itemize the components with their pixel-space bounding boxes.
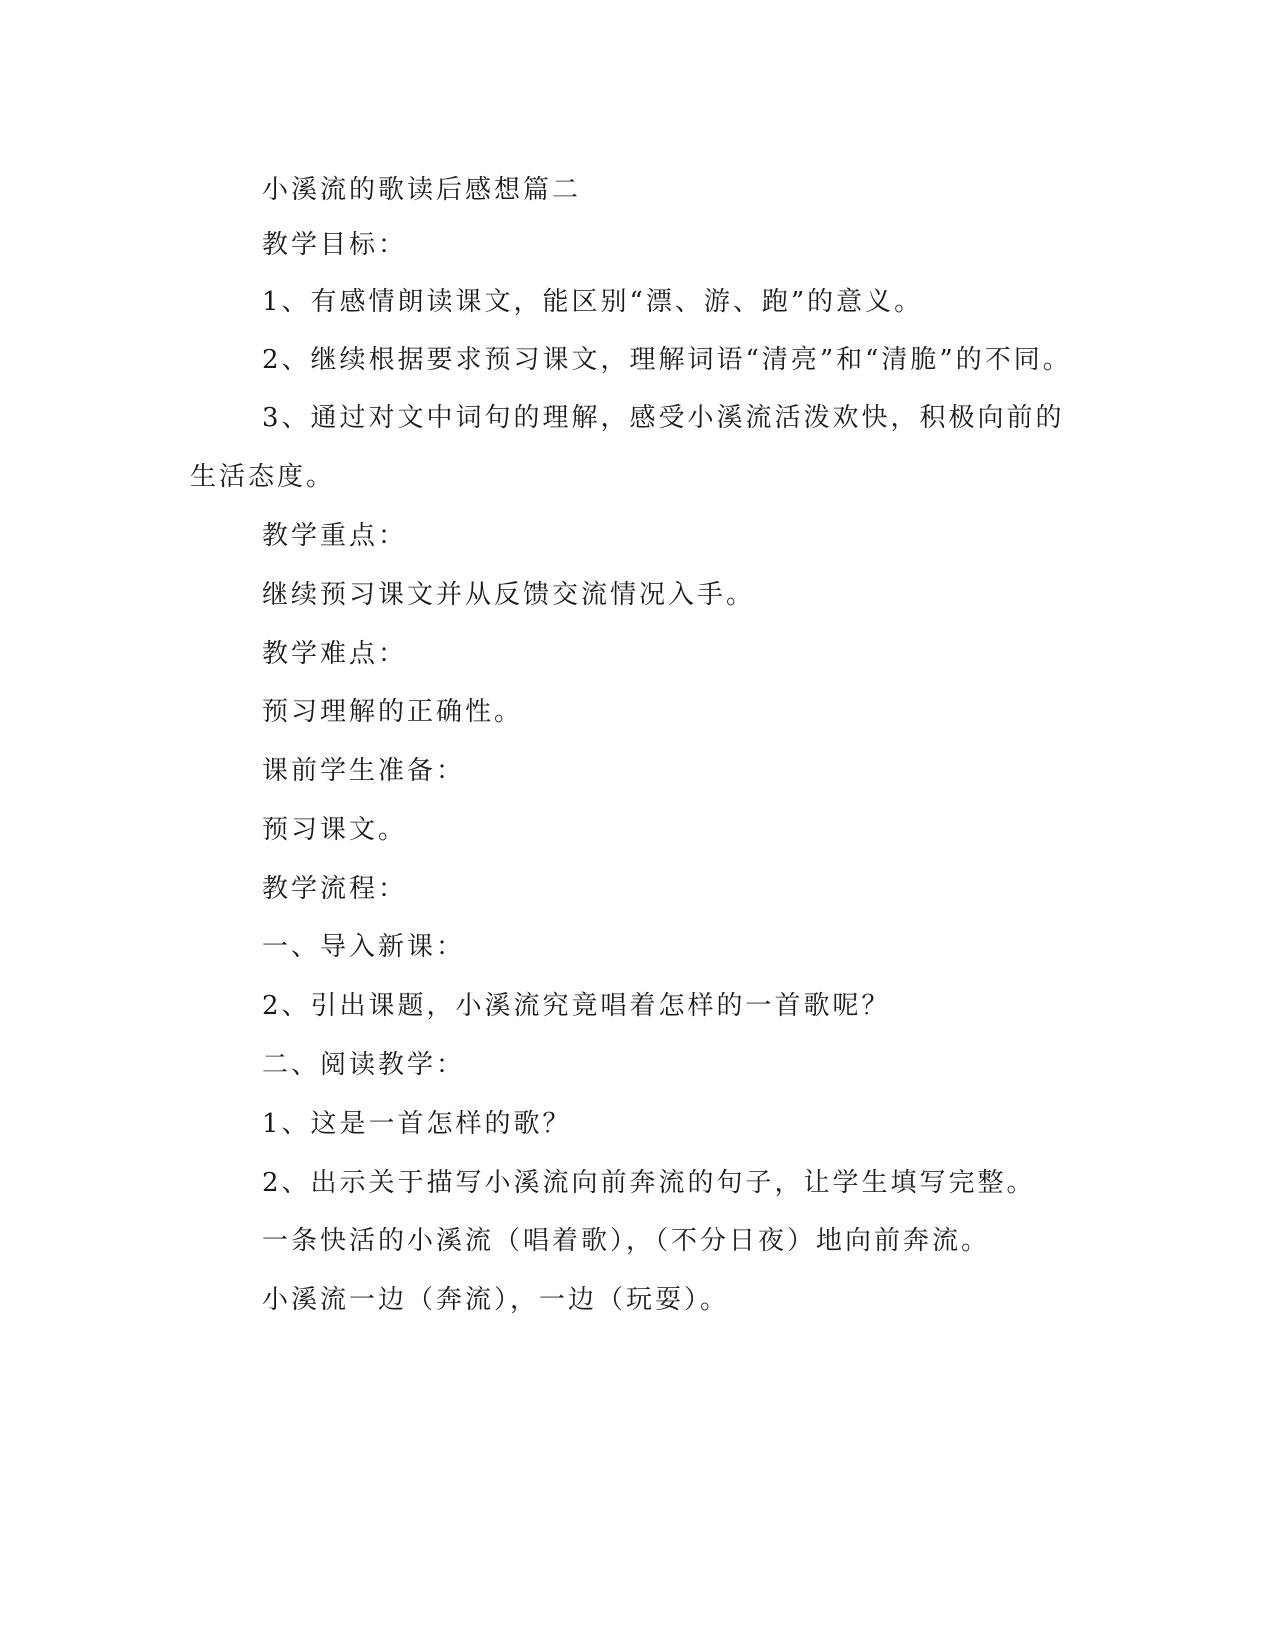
paragraph: 2、出示关于描写小溪流向前奔流的句子，让学生填写完整。	[262, 1168, 1036, 1198]
paragraph: 继续预习课文并从反馈交流情况入手。	[262, 580, 756, 610]
objective-item: 1、有感情朗读课文，能区别“漂、游、跑”的意义。	[262, 287, 924, 317]
paragraph: 预习理解的正确性。	[262, 697, 524, 727]
section-heading: 二、阅读教学：	[262, 1050, 466, 1080]
section-heading: 一、导入新课：	[262, 932, 466, 962]
section-heading: 教学流程：	[262, 874, 408, 904]
section-heading: 教学难点：	[262, 639, 408, 669]
document-title: 小溪流的歌读后感想篇二	[262, 175, 582, 205]
paragraph: 1、这是一首怎样的歌？	[262, 1109, 572, 1139]
paragraph: 预习课文。	[262, 815, 408, 845]
section-heading: 教学重点：	[262, 521, 408, 551]
objective-item: 2、继续根据要求预习课文，理解词语“清亮”和“清脆”的不同。	[262, 345, 1072, 375]
paragraph: 一条快活的小溪流（唱着歌），（不分日夜）地向前奔流。	[262, 1226, 991, 1256]
paragraph: 小溪流一边（奔流），一边（玩耍）。	[262, 1285, 730, 1315]
paragraph-continuation: 生活态度。	[190, 462, 336, 492]
objective-item: 3、通过对文中词句的理解，感受小溪流活泼欢快，积极向前的	[262, 403, 1065, 433]
paragraph: 2、引出课题，小溪流究竟唱着怎样的一首歌呢？	[262, 991, 891, 1021]
section-heading: 课前学生准备：	[262, 756, 466, 786]
section-heading: 教学目标：	[262, 230, 408, 260]
